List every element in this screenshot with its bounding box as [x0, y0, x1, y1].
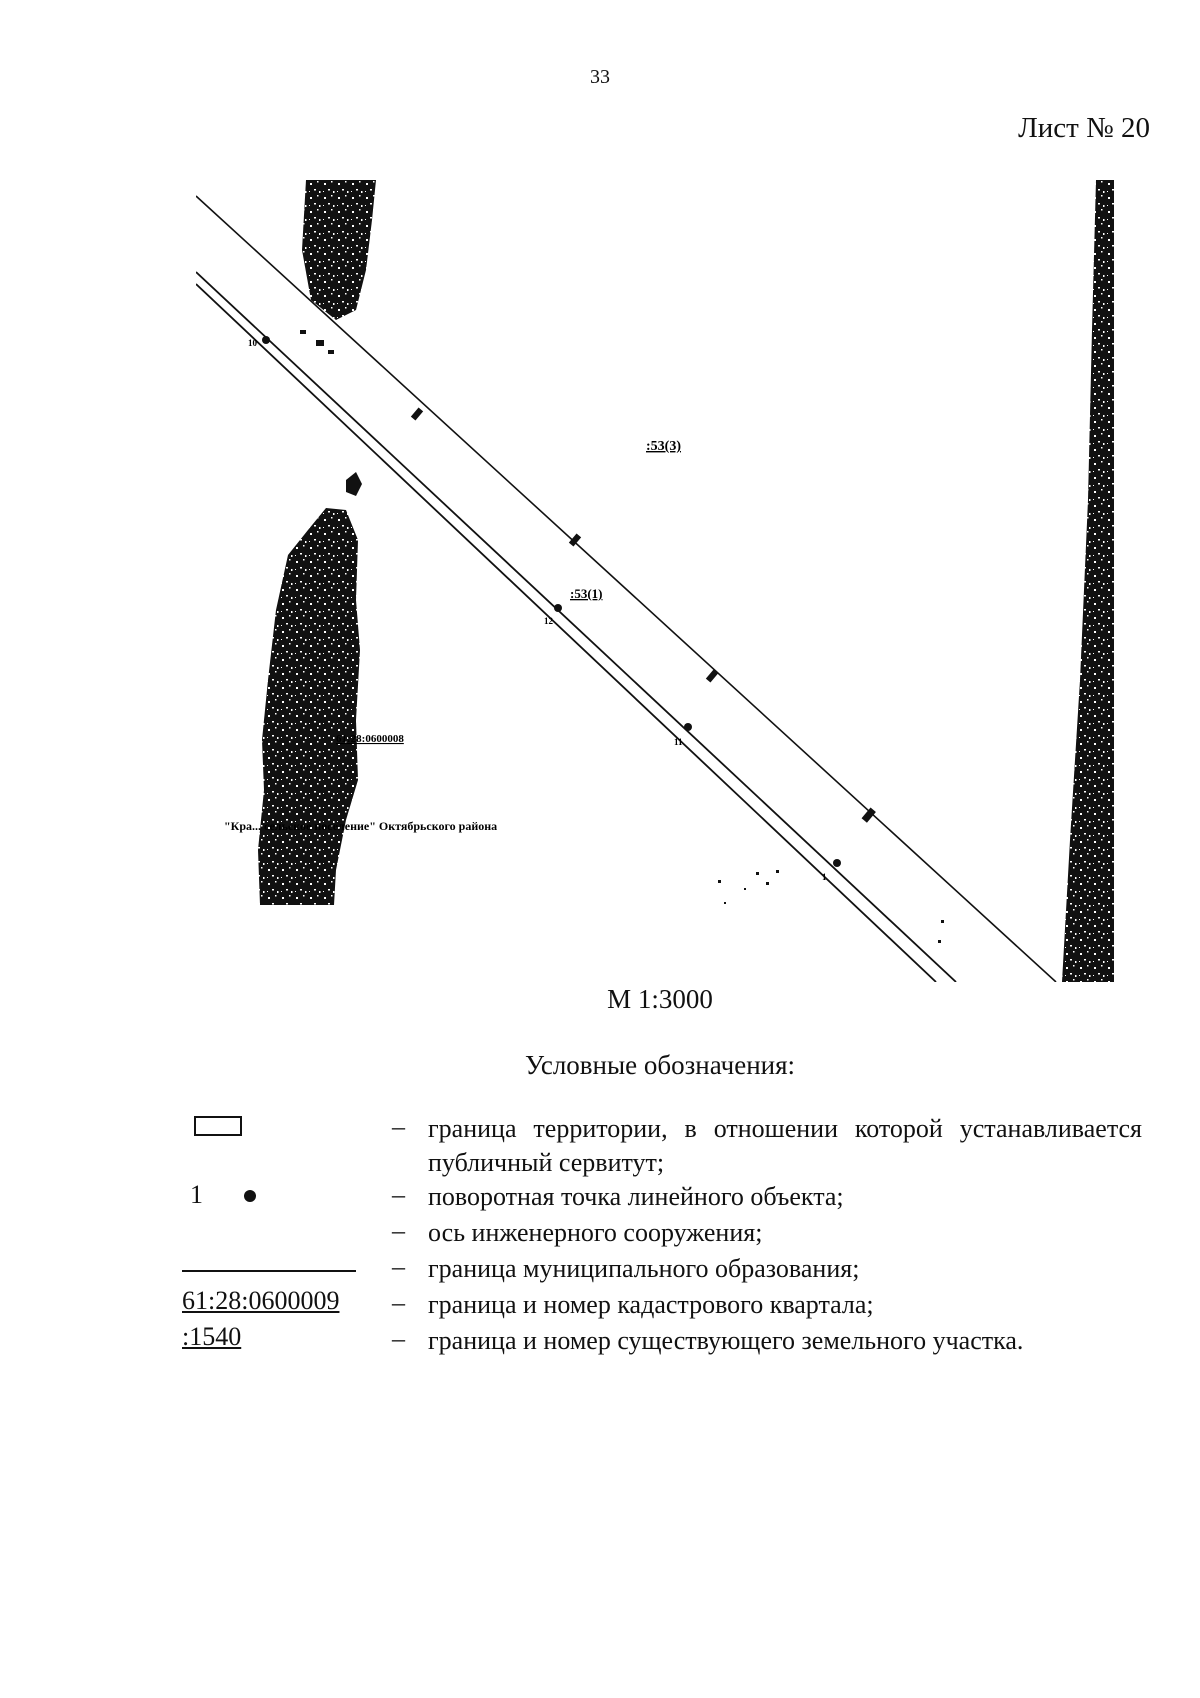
legend-description: граница муниципального образования; — [428, 1254, 860, 1283]
legend-item — [182, 1180, 1142, 1216]
legend-dash: – — [392, 1180, 405, 1209]
point-number: 10 — [248, 338, 257, 348]
object-mark — [569, 533, 581, 546]
legend-description: ось инженерного сооружения; — [428, 1218, 763, 1247]
legend-symbol — [182, 1324, 392, 1360]
point-number: 12 — [544, 616, 553, 626]
map-scale: М 1:3000 — [607, 984, 713, 1014]
page-number: 33 — [590, 66, 610, 88]
legend-item — [182, 1324, 1142, 1360]
hatched-point-left — [346, 472, 362, 496]
map-fragment — [196, 180, 1114, 982]
legend-symbol — [182, 1180, 392, 1216]
legend-item — [182, 1216, 1142, 1252]
legend-description: граница и номер существующего земельного участка. — [428, 1326, 1024, 1355]
legend-description: граница и номер кадастрового квартала; — [428, 1290, 874, 1319]
legend-item — [182, 1112, 1142, 1180]
hatched-area-left — [258, 508, 360, 905]
sheet-label: Лист № 20 — [1018, 112, 1150, 144]
point-number: 1 — [822, 872, 827, 882]
municipality-label: "Кра... сельское поселение" Октябрьского района — [224, 819, 498, 833]
point-number-symbol: 1 — [190, 1180, 203, 1209]
legend-dash: – — [392, 1252, 405, 1281]
legend-dash: – — [392, 1112, 405, 1141]
land-plot-label: :53(1) — [570, 586, 603, 601]
object-mark — [411, 407, 423, 420]
map-noise — [300, 330, 944, 943]
legend-item — [182, 1288, 1142, 1324]
legend-dash: – — [392, 1216, 405, 1245]
turning-point-mark — [554, 604, 562, 612]
legend-title: Условные обозначения: — [524, 1050, 796, 1080]
legend-symbol — [182, 1288, 392, 1324]
cadastral-quarter-label: 61:28:0600008 — [336, 733, 404, 745]
hatched-area-top — [302, 180, 376, 320]
legend-dash: – — [392, 1324, 405, 1353]
cadastral-quarter-symbol: 61:28:0600009 — [182, 1286, 340, 1315]
hatched-area-right — [1062, 180, 1114, 982]
point-number: 11 — [674, 737, 683, 747]
legend-symbol — [182, 1216, 392, 1252]
land-plot-label: :53(3) — [646, 439, 681, 454]
legend — [182, 1112, 1142, 1360]
point-dot-icon — [244, 1190, 256, 1202]
easement-boundary-symbol — [194, 1116, 242, 1136]
turning-point-mark — [833, 859, 841, 867]
legend-description: поворотная точка линейного объекта; — [428, 1182, 844, 1211]
municipal-boundary-symbol — [182, 1270, 356, 1272]
legend-description: граница территории, в отношении которой устанавливается публичный сервитут; — [428, 1114, 1142, 1177]
land-plot-symbol: :1540 — [182, 1322, 242, 1351]
legend-item — [182, 1252, 1142, 1288]
turning-point-mark — [684, 723, 692, 731]
legend-symbol — [182, 1112, 392, 1148]
legend-dash: – — [392, 1288, 405, 1317]
legend-symbol — [182, 1252, 392, 1288]
turning-point-mark — [262, 336, 270, 344]
